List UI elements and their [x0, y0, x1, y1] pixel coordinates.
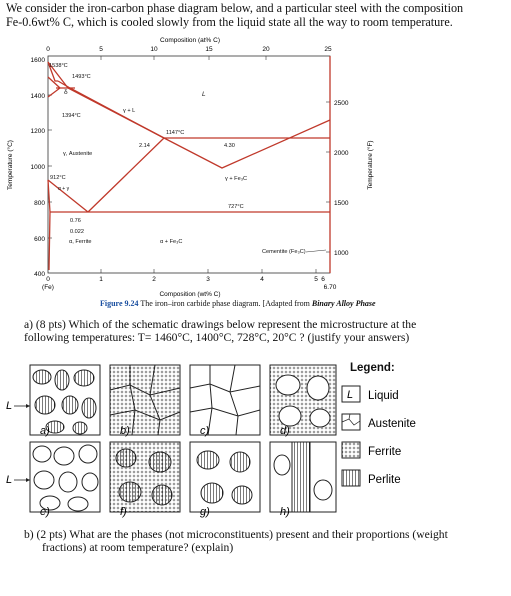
label-alpha-fe3c: α + Fe₃C [160, 239, 183, 245]
bottom-tick: 1 [99, 276, 103, 283]
label-214: 2.14 [139, 143, 150, 149]
label-ferrite: α, Ferrite [69, 239, 92, 245]
figure-caption [100, 299, 376, 308]
bottom-tick: 5 [314, 276, 318, 283]
schematic-drawings [0, 350, 340, 520]
question-a [24, 318, 494, 344]
right-tick: 1500 [334, 200, 349, 207]
drawing-e[interactable] [30, 442, 100, 512]
legend-liquid [342, 386, 399, 402]
caption-source: Binary Alloy Phase [311, 299, 376, 308]
legend-ferrite [342, 442, 401, 458]
label-1538: 1538°C [49, 63, 68, 69]
intro-line-1: We consider the iron-carbon phase diagram below, and a particular steel with the composition [6, 1, 464, 15]
top-tick: 10 [150, 46, 158, 53]
label-1147: 1147°C [166, 130, 185, 136]
drawing-f[interactable] [110, 442, 180, 512]
question-b [24, 528, 494, 554]
top-tick: 5 [99, 46, 103, 53]
question-a-line-2: following temperatures: T= 1460°C, 1400°C, 728°C, 20°C ? (justify your answers) [24, 331, 410, 344]
left-axis-title: Temperature (°C) [7, 140, 14, 190]
top-tick: 20 [262, 46, 270, 53]
drawing-label-e: e) [40, 506, 50, 518]
legend-ferrite-label: Ferrite [368, 446, 402, 458]
intro-line-2: Fe-0.6wt% C, which is cooled slowly from the liquid state all the way to room temperature. [6, 15, 453, 29]
left-tick: 800 [34, 200, 45, 207]
phase-diagram [0, 30, 511, 298]
label-430: 4.30 [224, 143, 235, 149]
label-delta: δ [64, 89, 68, 96]
label-austenite: γ, Austenite [63, 151, 93, 157]
legend-austenite [342, 414, 416, 430]
question-b-line-2: fractions) at room temperature? (explain) [42, 541, 234, 554]
left-tick: 1200 [30, 128, 45, 135]
drawing-label-f: f) [120, 506, 127, 518]
drawing-h[interactable] [270, 442, 336, 512]
label-liquid: L [202, 91, 206, 98]
legend [340, 378, 505, 496]
label-727: 727°C [228, 204, 244, 210]
right-tick: 2500 [334, 100, 349, 107]
legend-perlite-label: Perlite [368, 474, 401, 486]
bottom-tick: 6 [321, 276, 325, 283]
drawing-g[interactable] [190, 442, 260, 512]
label-076: 0.76 [70, 218, 81, 224]
bottom-tick: 3 [206, 276, 210, 283]
drawing-label-c: c) [200, 425, 210, 437]
bottom-tick: 0 [46, 276, 50, 283]
label-gamma-fe3c: γ + Fe₃C [225, 176, 248, 182]
legend-austenite-label: Austenite [368, 418, 416, 430]
label-912: 912°C [50, 175, 66, 181]
top-tick: 0 [46, 46, 50, 53]
bottom-tick: 2 [152, 276, 156, 283]
drawing-label-b: b) [120, 425, 130, 437]
right-tick: 1000 [334, 250, 349, 257]
left-tick: 1400 [30, 93, 45, 100]
figure-number: Figure 9.24 [100, 299, 139, 308]
label-0022: 0.022 [70, 229, 84, 235]
intro-text [6, 1, 506, 29]
left-tick: 1600 [30, 57, 45, 64]
left-tick: 400 [34, 271, 45, 278]
label-gamma-l: γ + L [123, 108, 136, 114]
drawing-label-d: d) [280, 425, 290, 437]
drawing-label-a: a) [40, 425, 50, 437]
row1-liquid-marker: L [6, 400, 13, 412]
label-1394: 1394°C [62, 113, 81, 119]
legend-perlite [342, 470, 401, 486]
right-tick: 2000 [334, 150, 349, 157]
bottom-fe-label: (Fe) [42, 284, 54, 291]
question-a-line-1: a) (8 pts) Which of the schematic drawings below represent the microstructure at the [24, 318, 417, 331]
top-tick: 15 [205, 46, 213, 53]
right-axis-title: Temperature (°F) [367, 140, 374, 190]
label-alpha-gamma: α + γ [58, 186, 70, 192]
bottom-axis-title: Composition (wt% C) [159, 291, 221, 298]
top-tick: 25 [324, 46, 332, 53]
legend-title: Legend: [350, 362, 395, 374]
legend-liquid-symbol: L [347, 389, 354, 401]
top-axis-title: Composition (at% C) [160, 37, 220, 44]
drawing-label-g: g) [200, 506, 210, 518]
question-b-line-1: b) (2 pts) What are the phases (not microconstituents) present and their proportions (weight [24, 528, 448, 541]
legend-liquid-label: Liquid [368, 390, 399, 402]
left-tick: 1000 [30, 164, 45, 171]
label-1493: 1493°C [72, 74, 91, 80]
caption-text: The iron–iron carbide phase diagram. [Adapted from [140, 299, 310, 308]
drawing-label-h: h) [280, 506, 290, 518]
row2-liquid-marker: L [6, 474, 13, 486]
label-cementite: Cementite (Fe₃C) [262, 249, 306, 255]
bottom-tick: 6.70 [323, 284, 337, 291]
bottom-tick: 4 [260, 276, 264, 283]
left-tick: 600 [34, 236, 45, 243]
